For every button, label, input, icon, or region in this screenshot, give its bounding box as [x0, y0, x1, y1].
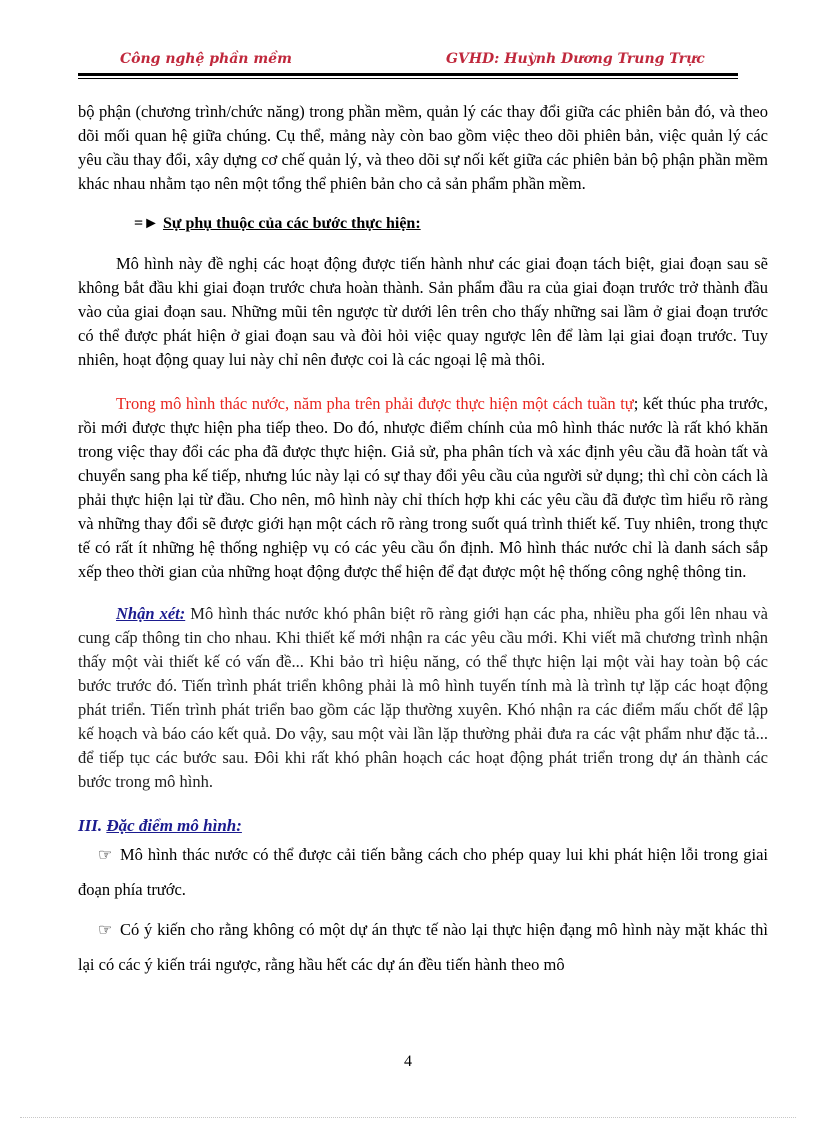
waterfall-paragraph — [78, 392, 768, 584]
remark-text: Mô hình thác nước khó phân biệt rõ ràng giới hạn các pha, nhiều pha gối lên nhau và cung cấp thông tin cho nhau. Khi thiết kế mới nhận ra các yêu cầu mới. Khi viết mã chương trình nhận thấy một vài thiết kế có vấn đề... Khi bảo trì hiệu năng, có thể thực hiện lại một vài hay toàn bộ các bước trước đó. Tiến trình phát triển không phải là mô hình tuyến tính mà là trình tự lặp các hoạt động phát triển. Tiến trình phát triển bao gồm các lặp thường xuyên. Khó nhận ra các điểm mấu chốt để lập kế hoạch và báo cáo kết quả. Do vậy, sau một vài lần lặp thường phải đưa ra các vật phẩm như đặc tả... để tiếp tục các bước sau. Đôi khi rất khó phân hoạch các hoạt động phát triển trong dự án thành các bước trong mô hình. — [78, 604, 769, 791]
page-number: 4 — [404, 1053, 412, 1070]
section-heading — [78, 814, 768, 838]
hand-pointer-icon: ☞ — [98, 922, 113, 939]
dependency-paragraph: Mô hình này đề nghị các hoạt động được tiến hành như các giai đoạn tách biệt, giai đoạn sau sẽ không bắt đầu khi giai đoạn trước chưa hoàn thành. Sản phẩm đầu ra của giai đoạn trước trở thành đầu vào của giai đoạn sau. Những mũi tên ngược từ dưới lên trên cho thấy những sai lầm ở giai đoạn trước có thể được phát hiện ở giai đoạn sau và đòi hỏi việc quay ngược lên để làm lại giai đoạn trước. Tuy nhiên, hoạt động quay lui này chỉ nên được coi là các ngoại lệ mà thôi. — [78, 254, 768, 369]
bullet-text: Có ý kiến cho rằng không có một dự án thực tế nào lại thực hiện đạng mô hình này mặt khác thì lại có các ý kiến trái ngược, rằng hầu hết các dự án đều tiến hành theo mô — [78, 920, 768, 974]
bullet-item — [78, 913, 768, 982]
bullet-text: Mô hình thác nước có thể được cải tiến bằng cách cho phép quay lui khi phát hiện lỗi trong giai đoạn phía trước. — [78, 845, 768, 899]
header-rule-thick — [78, 73, 738, 76]
section-number: III. — [78, 816, 103, 835]
header-course-title: Công nghệ phần mềm — [120, 51, 292, 67]
waterfall-rest: ; kết thúc pha trước, rồi mới được thực hiện pha tiếp theo. Do đó, nhược điểm chính của mô hình thác nước là rất khó khăn trong việc thay đổi các pha đã được thực hiện. Giả sử, pha phân tích và xác định yêu cầu đã hoàn tất và chuyển sang pha kế tiếp, nhưng lúc này lại có sự thay đổi yêu cầu của người sử dụng; thì chỉ còn cách là phải thực hiện lại từ đầu. Cho nên, mô hình này chỉ thích hợp khi các yêu cầu đã được tìm hiểu rõ ràng và những thay đổi sẽ được giới hạn một cách rõ ràng trong suốt quá trình thiết kế. Tuy nhiên, trong thực tế có rất ít những hệ thống nghiệp vụ có các yêu cầu ổn định. Mô hình thác nước chỉ là danh sách sắp xếp theo thời gian của những hoạt động được thể hiện để đạt được một hệ thống công nghệ thông tin. — [78, 394, 768, 581]
remark-paragraph — [78, 602, 768, 794]
header-instructor: GVHD: Huỳnh Dương Trung Trực — [446, 51, 705, 67]
section-title: Đặc điểm mô hình: — [106, 816, 242, 835]
remark-label: Nhận xét: — [116, 604, 186, 623]
arrow-icon: =► — [134, 215, 159, 232]
footer-rule — [20, 1117, 796, 1118]
intro-paragraph: bộ phận (chương trình/chức năng) trong phần mềm, quản lý các thay đổi giữa các phiên bản đó, và theo dõi mối quan hệ giữa chúng. Cụ thể, mảng này còn bao gồm việc theo dõi phiên bản, việc quản lý các yêu cầu thay đổi, xây dựng cơ chế quản lý, và theo dõi sự nối kết giữa các phiên bản bộ phận phần mềm khác nhau nhằm tạo nên một tổng thể phiên bản cho cả sản phẩm phần mềm. — [78, 102, 768, 193]
page-header — [78, 46, 738, 72]
page-content — [78, 100, 768, 982]
hand-pointer-icon: ☞ — [98, 847, 113, 864]
header-rule-thin — [78, 78, 738, 79]
dependency-subheading-title: Sự phụ thuộc của các bước thực hiện: — [162, 215, 421, 232]
dependency-subheading — [134, 212, 768, 236]
waterfall-highlight: Trong mô hình thác nước, năm pha trên phải được thực hiện một cách tuần tự — [116, 394, 634, 413]
bullet-item — [78, 838, 768, 907]
